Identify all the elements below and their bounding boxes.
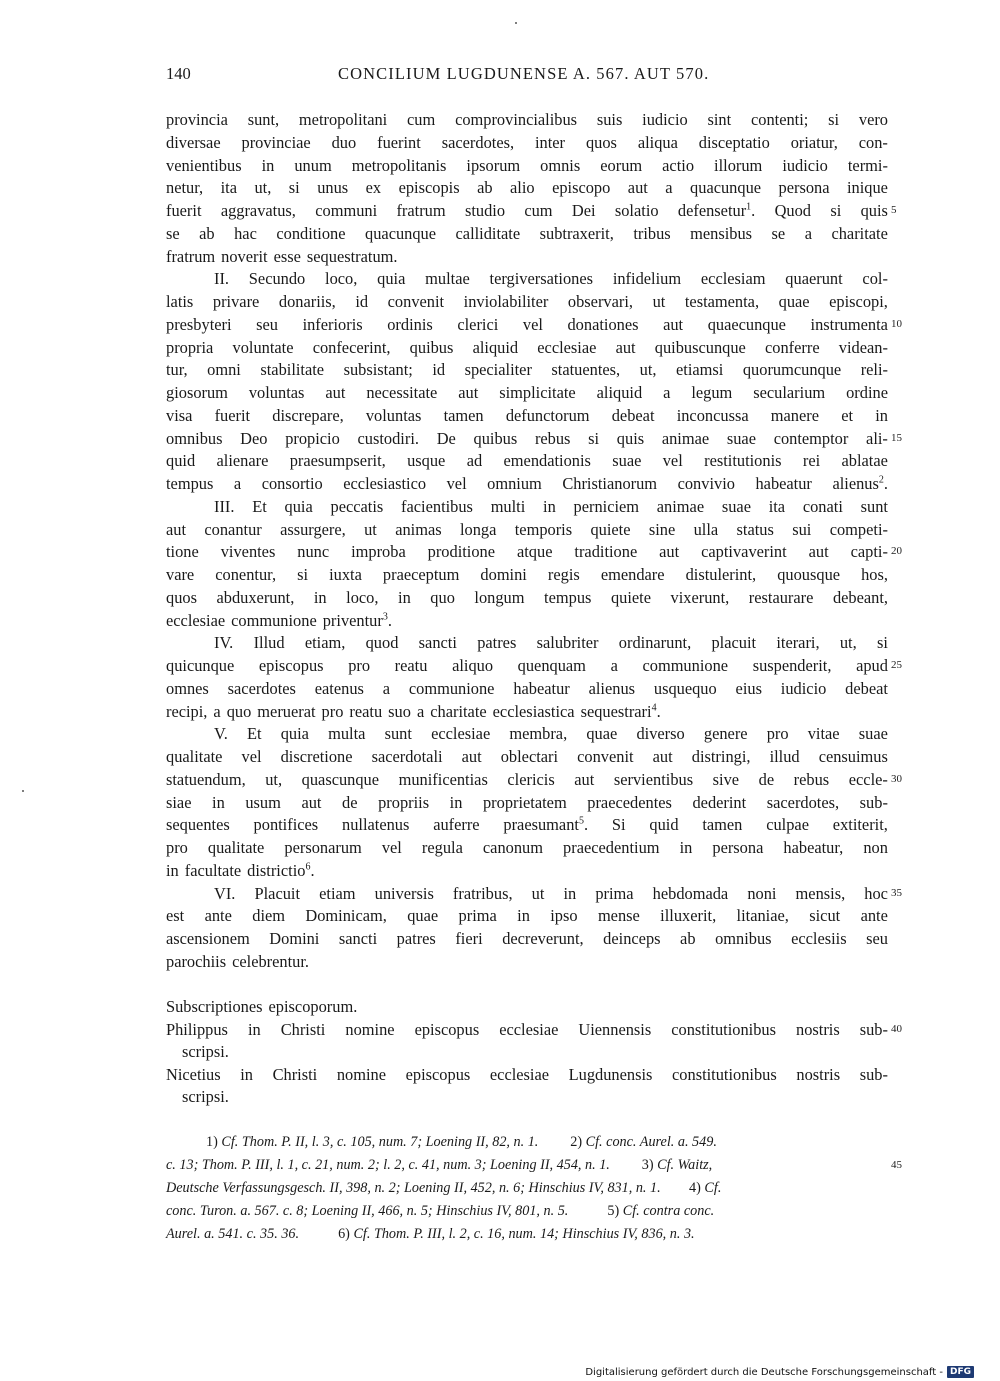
funding-footer: [585, 1366, 974, 1378]
line-number: 25: [891, 659, 902, 671]
text-line: visa fuerit discrepare, voluntas tamen defunctorum debeat inconcussa manere et in: [166, 405, 888, 425]
footnote-line: Aurel. a. 541. c. 35. 36. 6) Cf. Thom. P. III, l. 2, c. 16, num. 14; Hinschius IV, 836, n. 3.: [166, 1226, 695, 1242]
text-line: II. Secundo loco, quia multae tergiversationes infidelium ecclesiam quaerunt col-: [214, 269, 888, 289]
text-line: quicunque episcopus pro reatu aliquo quenquam a communione suspenderit, apud: [166, 656, 888, 675]
text-line: statuendum, ut, quascunque munificentias clericis aut servientibus sive de rebus eccle-: [166, 769, 888, 789]
text-line: fratrum noverit esse sequestratum.: [166, 246, 398, 266]
footnote-marker: 2: [878, 474, 884, 486]
line-number: 30: [891, 772, 902, 785]
text-line: scripsi.: [182, 1087, 229, 1106]
text-line: giosorum voluntas aut necessitate aut simplicitate aliquid a legum secularium ordine: [166, 383, 888, 402]
text-line: diversae provinciae duo fuerint sacerdotes, inter quos aliqua disceptatio oriatur, con-: [166, 132, 888, 152]
text-line: Subscriptiones episcoporum.: [166, 997, 358, 1016]
dfg-logo: DFG: [947, 1366, 974, 1378]
text-line: vare conentur, si iuxta praeceptum domini regis emendare distulerint, quousque hos,: [166, 565, 888, 584]
text-line: propria voluntate confecerint, quibus aliquid ecclesiae aut quibuscunque conferre videan-: [166, 337, 888, 357]
text-line: fuerit aggravatus, communi fratrum studio cum Dei solatio defensetur$^1$. Quod si quis: [166, 201, 888, 220]
text-line: est ante diem Dominicam, quae prima in ipso mense illuxerit, litaniae, sicut ante: [166, 906, 888, 926]
text-line: III. Et quia peccatis facientibus multi in perniciem animae suae ita conati sunt: [214, 496, 888, 516]
text-line: omnes sacerdotes eatenus a communione habeatur alienus usquequo eius iudicio debeat: [166, 678, 888, 698]
text-line: latis privare donariis, id convenit inviolabiliter observari, ut testamenta, quae episcopi,: [166, 292, 888, 311]
running-header: [166, 60, 888, 92]
text-line: tur, omni stabilitate subsistant; id specialiter statuentes, ut, etiamsi quorumcunque reli-: [166, 360, 888, 380]
text-line: ascensionem Domini sancti patres fieri decreverunt, deinceps ab omnibus ecclesiis seu: [166, 929, 888, 948]
text-line: tione viventes nunc improba proditione atque traditione aut captivaverint aut capti-: [166, 542, 888, 562]
line-number: 20: [891, 545, 902, 558]
text-line: VI. Placuit etiam universis fratribus, ut in prima hebdomada noni mensis, hoc: [214, 883, 888, 903]
line-number: 35: [891, 886, 902, 899]
text-line: IV. Illud etiam, quod sancti patres salubriter ordinarunt, placuit iterari, ut, si: [214, 633, 888, 653]
scan-speck: [515, 22, 517, 24]
text-line: se ab hac conditione quacunque calliditate subtraxerit, tribus mensibus se a charitate: [166, 223, 888, 243]
text-line: in facultate districtio$^6$.: [166, 860, 315, 880]
running-title: CONCILIUM LUGDUNENSE A. 567. AUT 570.: [338, 64, 710, 83]
text-line: netur, ita ut, si unus ex episcopis ab alio episcopo aut a quacunque persona inique: [166, 178, 888, 198]
text-line: venientibus in unum metropolitanis ipsorum omnis eorum actio illorum iudicio termi-: [166, 155, 888, 175]
text-line: ecclesiae communione priventur$^3$.: [166, 610, 392, 630]
text-line: siae in usum aut de propriis in proprietatem praecedentes dederint sacerdotes, sub-: [166, 792, 888, 812]
text-line: scripsi.: [182, 1042, 229, 1061]
line-number: 45: [891, 1159, 902, 1171]
funding-note: Digitalisierung gefördert durch die Deutsche Forschungsgemeinschaft -: [585, 1366, 943, 1378]
footnote-marker: 3: [382, 611, 388, 623]
text-line: parochiis celebrentur.: [166, 951, 309, 971]
text-line: aut conantur assurgere, ut animas longa temporis quiete sine ulla status sui competi-: [166, 519, 888, 539]
text-line: pro qualitate personarum vel regula canonum praecedentium in persona habeatur, non: [166, 838, 888, 857]
text-line: tempus a consortio ecclesiastico vel omnium Christianorum convivio habeatur alienus$^2$.: [166, 474, 888, 493]
text-line: quos abduxerunt, in loco, in quo longum tempus quiete vixerunt, restaurare debeant,: [166, 587, 888, 607]
footnote-marker: 1: [746, 201, 752, 213]
footnote-line: Deutsche Verfassungsgesch. II, 398, n. 2; Loening II, 452, n. 6; Hinschius IV, 831, n. 1. 4) Cf.: [166, 1180, 722, 1196]
footnote-marker: 6: [305, 861, 311, 873]
footnote-line: conc. Turon. a. 567. c. 8; Loening II, 466, n. 5; Hinschius IV, 801, n. 5. 5) Cf. contra conc.: [166, 1203, 715, 1219]
line-number: 15: [891, 431, 902, 444]
scan-speck: [22, 790, 24, 792]
footnote-line: 1) Cf. Thom. P. II, l. 3, c. 105, num. 7; Loening II, 82, n. 1. 2) Cf. conc. Aurel. a. 549.: [206, 1134, 717, 1150]
footnote-line: c. 13; Thom. P. III, l. 1, c. 21, num. 2; l. 2, c. 41, num. 3; Loening II, 454, n. 1. 3) Cf. Waitz,: [166, 1157, 713, 1173]
text-line: Philippus in Christi nomine episcopus ecclesiae Uiennensis constitutionibus nostris sub-: [166, 1019, 888, 1039]
text-line: omnibus Deo propicio custodiri. De quibus rebus si quis animae suae contemptor ali-: [166, 428, 888, 448]
text-line: V. Et quia multa sunt ecclesiae membra, quae diverso genere pro vitae suae: [214, 724, 888, 744]
line-number: 10: [891, 317, 902, 330]
page-number: 140: [166, 64, 191, 83]
text-line: provincia sunt, metropolitani cum comprovincialibus suis iudicio sint contenti; si vero: [166, 110, 888, 129]
text-line: quid alienare praesumpserit, usque ad emendationis suae vel restitutionis rei ablatae: [166, 451, 888, 471]
footnote-marker: 4: [651, 702, 657, 714]
line-number: 5: [891, 204, 897, 216]
text-line: presbyteri seu inferioris ordinis clerici vel donationes aut quaecunque instrumenta: [166, 314, 888, 334]
text-line: Nicetius in Christi nomine episcopus ecclesiae Lugdunensis constitutionibus nostris sub-: [166, 1064, 888, 1084]
text-line: qualitate vel discretione sacerdotali aut oblectari convenit aut distringi, illud censuimus: [166, 747, 888, 766]
line-number: 40: [891, 1022, 902, 1035]
text-line: recipi, a quo meruerat pro reatu suo a charitate ecclesiastica sequestrari$^4$.: [166, 701, 661, 721]
text-line: sequentes pontifices nullatenus auferre praesumant$^5$. Si quid tamen culpae extiterit,: [166, 815, 888, 835]
footnote-marker: 5: [578, 815, 584, 827]
